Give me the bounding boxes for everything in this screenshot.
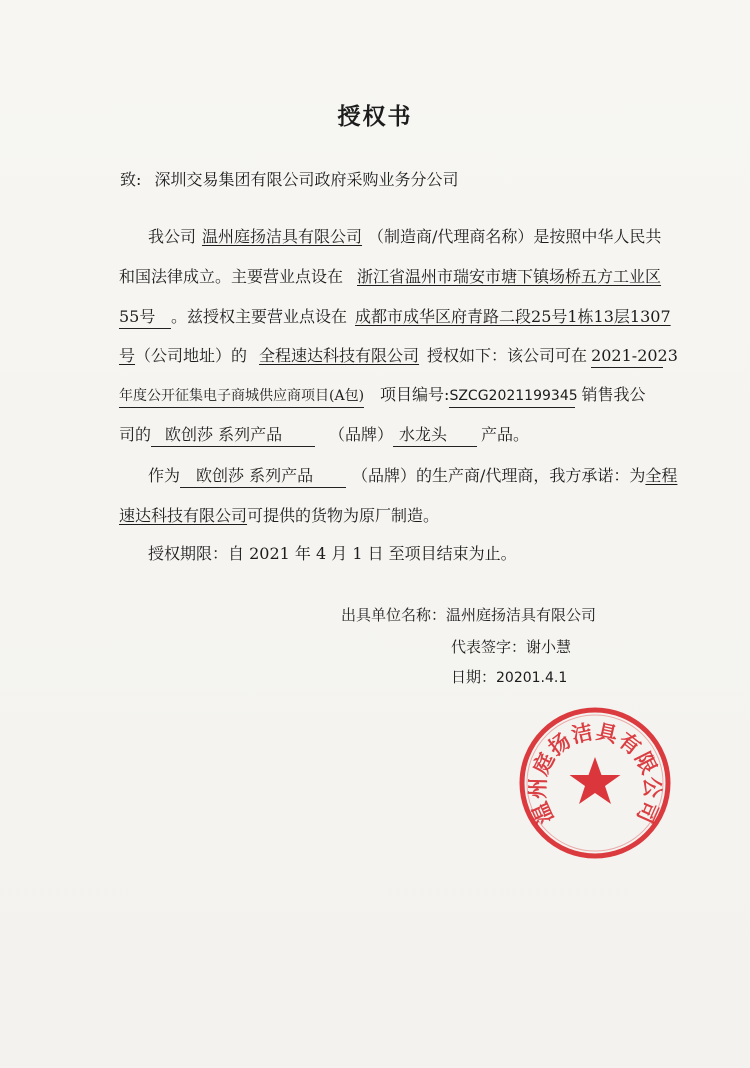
para1-text: 我公司 [148,227,197,246]
para1-text: 项目编号: [380,385,450,404]
para1-text: 产品。 [481,425,530,444]
para1-line3 [119,306,671,329]
document-title: 授权书 [337,103,413,130]
issuer-name: 温州庭扬洁具有限公司 [446,606,597,624]
representative-name: 谢小慧 [526,638,572,656]
para1-text: （品牌） [329,425,394,444]
manufacturer-name: 温州庭扬洁具有限公司 [202,227,363,246]
company-name-2b: 速达科技有限公司 [119,506,248,525]
product-name: 水龙头 [393,424,477,447]
authorized-company: 全程速达科技有限公司 [259,346,420,365]
para1-line5 [119,384,645,408]
authorization-period: 授权期限：自 2021 年 4 月 1 日 至项目结束为止。 [148,544,517,563]
para2-text: 可提供的货物为原厂制造。 [247,506,440,525]
para1-text: 。兹授权主要营业点设在 [171,307,348,326]
authorized-address: 成都市成华区府青路二段25号1栋13层1307 [355,307,671,326]
manufacturer-address-cont: 55号 [119,306,171,329]
company-name-2a: 全程 [645,466,678,485]
para2-text: 作为 [148,466,181,485]
para2-line1 [148,465,677,488]
para1-line6 [119,424,529,447]
para1-text: 授权如下：该公司可在 [427,346,588,365]
brand-name: 欧创莎 系列产品 [151,424,315,447]
para2-line2 [119,505,439,527]
brand-name-2: 欧创莎 系列产品 [180,465,346,488]
para1-line2 [119,266,661,288]
date-label: 日期： [451,668,497,686]
seal-star [570,757,621,804]
para1-text: 销售我公 [581,385,646,404]
project-number: SZCG2021199345 [449,385,575,408]
para2-text: （品牌）的生产商/代理商，我方承诺：为 [352,466,646,485]
authorized-address-cont: 号 [119,346,136,365]
project-name: 年度公开征集电子商城供应商项目(A包) [119,385,364,408]
para1-text: （公司地址）的 [135,346,248,365]
addressee-prefix: 致: [120,170,142,189]
issuer-line [341,604,596,625]
para1-text: 和国法律成立。主要营业点设在 [119,267,344,286]
addressee-line [120,169,459,191]
para1-line4 [119,345,678,368]
project-years: 2021-2023 [591,345,663,368]
company-seal [517,705,673,861]
para1-text: （制造商/代理商名称）是按照中华人民共 [368,227,662,246]
addressee-name: 深圳交易集团有限公司政府采购业务分公司 [154,170,459,189]
issuer-label: 出具单位名称： [341,606,447,624]
representative-label: 代表签字： [451,638,527,656]
manufacturer-address: 浙江省温州市瑞安市塘下镇场桥五方工业区 [357,267,662,286]
svg-text:温州庭扬洁具有限公司: 温州庭扬洁具有限公司 [524,718,666,828]
representative-line [451,636,571,657]
date-value: 20201.4.1 [496,670,568,686]
para1-line1 [148,226,661,248]
date-line [451,666,567,687]
para1-text: 司的 [119,425,152,444]
